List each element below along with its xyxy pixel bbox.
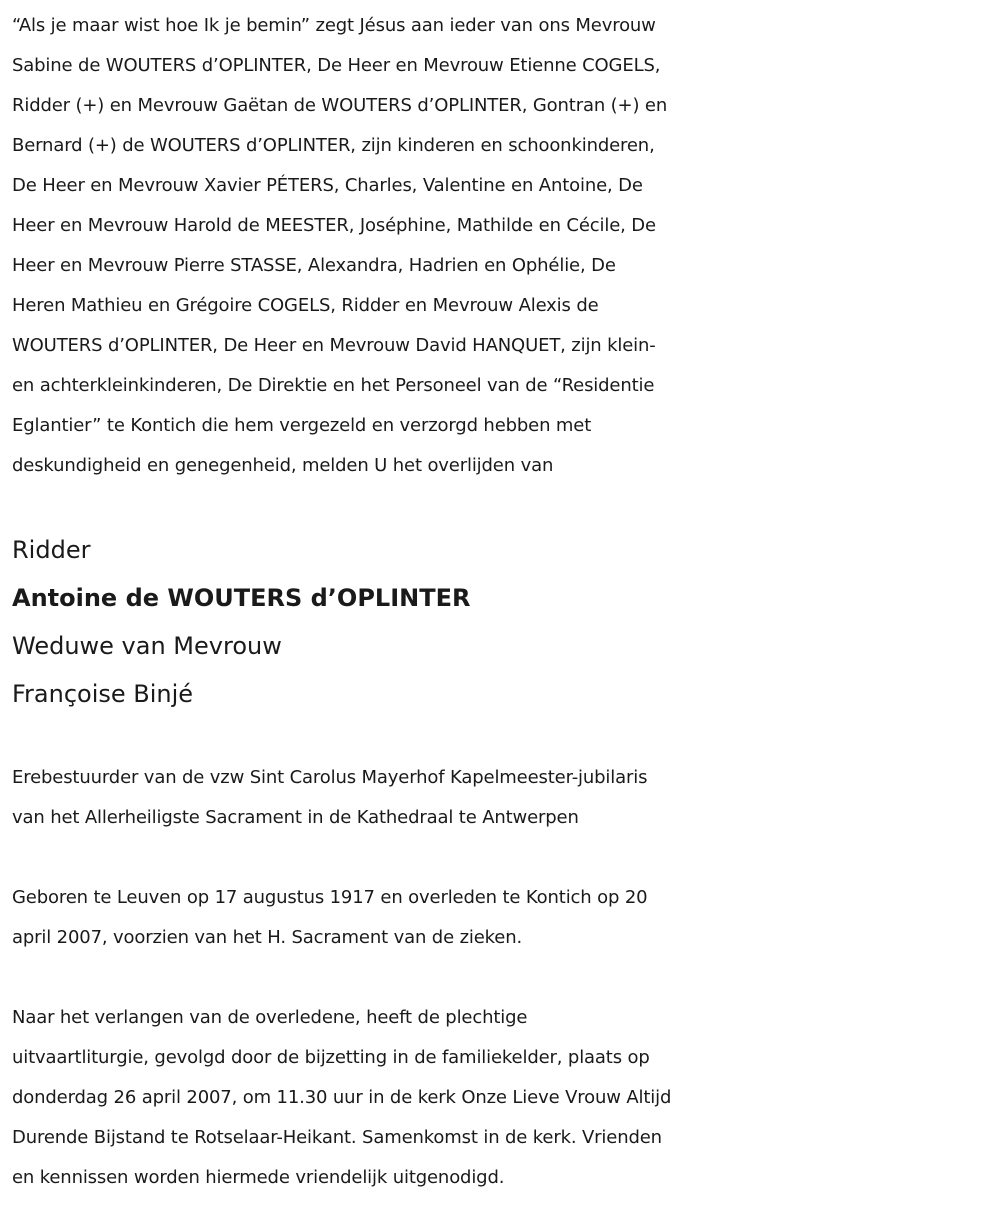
spacer (12, 838, 992, 878)
intro-paragraph (12, 6, 992, 486)
funeral-line: Durende Bijstand te Rotselaar-Heikant. Samenkomst in de kerk. Vrienden (12, 1127, 662, 1148)
birth-death-line: Geboren te Leuven op 17 augustus 1917 en overleden te Kontich op 20 (12, 887, 648, 908)
funeral-line: donderdag 26 april 2007, om 11.30 uur in de kerk Onze Lieve Vrouw Altijd (12, 1087, 672, 1108)
honors-paragraph (12, 758, 992, 838)
funeral-line: en kennissen worden hiermede vriendelijk uitgenodigd. (12, 1167, 505, 1188)
funeral-line: uitvaartliturgie, gevolgd door de bijzetting in de familiekelder, plaats op (12, 1047, 650, 1068)
spacer (12, 958, 992, 998)
intro-line: deskundigheid en genegenheid, melden U het overlijden van (12, 455, 554, 476)
deceased-block (12, 526, 992, 718)
spacer (12, 486, 992, 526)
intro-line: Bernard (+) de WOUTERS d’OPLINTER, zijn kinderen en schoonkinderen, (12, 135, 655, 156)
obituary-notice (12, 6, 992, 1198)
intro-line: Eglantier” te Kontich die hem vergezeld en verzorgd hebben met (12, 415, 592, 436)
intro-line: WOUTERS d’OPLINTER, De Heer en Mevrouw David HANQUET, zijn klein- (12, 335, 656, 356)
intro-line: Heren Mathieu en Grégoire COGELS, Ridder en Mevrouw Alexis de (12, 295, 599, 316)
intro-line: Heer en Mevrouw Harold de MEESTER, Joséphine, Mathilde en Cécile, De (12, 215, 656, 236)
deceased-name: Antoine de WOUTERS d’OPLINTER (12, 584, 471, 612)
spouse-name: Françoise Binjé (12, 680, 194, 708)
intro-line: Sabine de WOUTERS d’OPLINTER, De Heer en Mevrouw Etienne COGELS, (12, 55, 661, 76)
birth-death-line: april 2007, voorzien van het H. Sacrament van de zieken. (12, 927, 523, 948)
intro-line: “Als je maar wist hoe Ik je bemin” zegt Jésus aan ieder van ons Mevrouw (12, 15, 656, 36)
funeral-paragraph (12, 998, 992, 1198)
spacer (12, 718, 992, 758)
honors-line: Erebestuurder van de vzw Sint Carolus Mayerhof Kapelmeester-jubilaris (12, 767, 648, 788)
intro-line: en achterkleinkinderen, De Direktie en het Personeel van de “Residentie (12, 375, 655, 396)
funeral-line: Naar het verlangen van de overledene, heeft de plechtige (12, 1007, 528, 1028)
intro-line: Ridder (+) en Mevrouw Gaëtan de WOUTERS d’OPLINTER, Gontran (+) en (12, 95, 668, 116)
intro-line: Heer en Mevrouw Pierre STASSE, Alexandra, Hadrien en Ophélie, De (12, 255, 616, 276)
intro-line: De Heer en Mevrouw Xavier PÉTERS, Charles, Valentine en Antoine, De (12, 175, 643, 196)
deceased-title: Ridder (12, 536, 91, 564)
widow-label: Weduwe van Mevrouw (12, 632, 282, 660)
birth-death-paragraph (12, 878, 992, 958)
honors-line: van het Allerheiligste Sacrament in de Kathedraal te Antwerpen (12, 807, 579, 828)
